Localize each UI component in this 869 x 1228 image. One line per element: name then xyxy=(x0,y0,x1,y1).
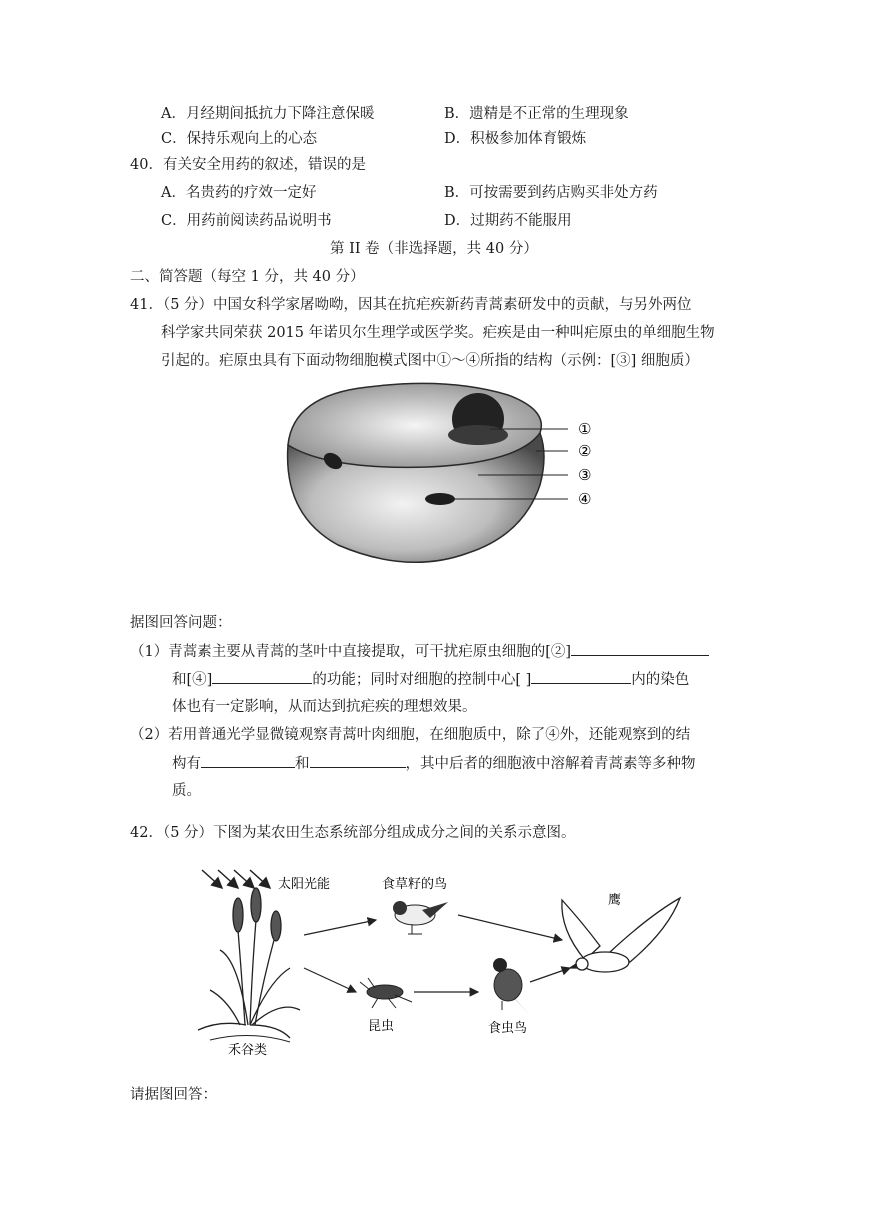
label-1: ① xyxy=(578,420,592,438)
answer-blank-structure-1[interactable] xyxy=(201,753,295,768)
sun-label: 太阳光能 xyxy=(278,877,331,892)
q41-part1-line3: 体也有一定影响，从而达到抗疟疾的理想效果。 xyxy=(172,699,477,715)
nucleus-base xyxy=(448,425,508,445)
grain-label: 禾谷类 xyxy=(228,1043,268,1058)
q41-part2-line3: 质。 xyxy=(172,783,201,799)
q40-stem: 40．有关安全用药的叙述，错误的是 xyxy=(130,157,366,173)
eagle-icon xyxy=(562,898,680,972)
answer-blank-2[interactable] xyxy=(571,641,709,656)
label-3: ③ xyxy=(578,466,592,484)
arrow-seed-bird-to-eagle xyxy=(458,915,562,940)
q40-option-b: B．可按需要到药店购买非处方药 xyxy=(444,185,658,201)
label-2: ② xyxy=(578,442,592,460)
arrow-grain-to-seed-bird xyxy=(304,920,376,935)
q42-prompt: 请据图回答： xyxy=(130,1087,217,1103)
q40-option-c: C．用药前阅读药品说明书 xyxy=(161,213,332,229)
food-web-figure xyxy=(190,860,700,1060)
insect-icon xyxy=(360,978,412,1008)
arrow-grain-to-insect xyxy=(304,968,356,992)
q39-option-a: A．月经期间抵抗力下降注意保暖 xyxy=(161,106,375,122)
q39-option-b: B．遗精是不正常的生理现象 xyxy=(444,106,629,122)
q40-option-a: A．名贵药的疗效一定好 xyxy=(161,185,317,201)
answer-blank-structure-2[interactable] xyxy=(310,753,406,768)
seed-bird-label: 食草籽的鸟 xyxy=(382,877,448,892)
insect-bird-label: 食虫鸟 xyxy=(488,1021,528,1036)
arrow-insect-bird-to-eagle xyxy=(530,968,570,982)
q41-part2-text-b: 和 xyxy=(295,756,310,772)
q41-prompt: 据图回答问题： xyxy=(130,615,232,631)
label-4: ④ xyxy=(578,490,592,508)
part2-title: 第 II 卷（非选择题，共 40 分） xyxy=(330,241,538,257)
q41-part2-line1: （2）若用普通光学显微镜观察青蒿叶肉细胞，在细胞质中，除了④外，还能观察到的结 xyxy=(130,727,691,743)
answer-blank-control-center[interactable] xyxy=(531,669,631,684)
q41-part2-text-c: ，其中后者的细胞液中溶解着青蒿素等多种物 xyxy=(405,756,696,772)
eagle-label: 鹰 xyxy=(608,893,622,908)
mitochondrion-center xyxy=(425,493,455,505)
q41-part1-text-a: 和[④] xyxy=(172,672,213,688)
grain-plant-icon xyxy=(198,888,300,1042)
q41-line-3: 引起的。疟原虫具有下面动物细胞模式图中①～④所指的结构（示例：[③] 细胞质） xyxy=(161,353,699,369)
sun-rays-icon xyxy=(202,870,270,888)
q41-part1-text-c: 内的染色 xyxy=(631,672,690,688)
q41-line-1: 41．（5 分）中国女科学家屠呦呦，因其在抗疟疾新药青蒿素研发中的贡献，与另外两位 xyxy=(130,297,692,313)
q42-stem: 42．（5 分）下图为某农田生态系统部分组成成分之间的关系示意图。 xyxy=(130,825,576,841)
answer-blank-4[interactable] xyxy=(212,669,312,684)
q39-option-c: C．保持乐观向上的心态 xyxy=(161,131,318,147)
insect-label: 昆虫 xyxy=(368,1019,395,1034)
q41-part1-line1 xyxy=(130,641,709,662)
q40-option-d: D．过期药不能服用 xyxy=(444,213,572,229)
q41-part2-line2 xyxy=(172,753,696,774)
q41-part1-text-b: 的功能；同时对细胞的控制中心[ ] xyxy=(312,672,532,688)
seed-eating-bird-icon xyxy=(393,901,448,934)
q39-option-d: D．积极参加体育锻炼 xyxy=(444,131,587,147)
q41-line-2: 科学家共同荣获 2015 年诺贝尔生理学或医学奖。疟疾是由一种叫疟原虫的单细胞生物 xyxy=(161,325,715,341)
q41-part1-text: （1）青蒿素主要从青蒿的茎叶中直接提取，可干扰疟原虫细胞的[②] xyxy=(130,644,572,660)
q41-part2-text-a: 构有 xyxy=(172,756,201,772)
animal-cell-figure xyxy=(278,375,608,575)
section-heading: 二、简答题（每空 1 分，共 40 分） xyxy=(130,269,365,285)
insect-eating-bird-icon xyxy=(493,958,530,1015)
q41-part1-line2 xyxy=(172,669,689,690)
